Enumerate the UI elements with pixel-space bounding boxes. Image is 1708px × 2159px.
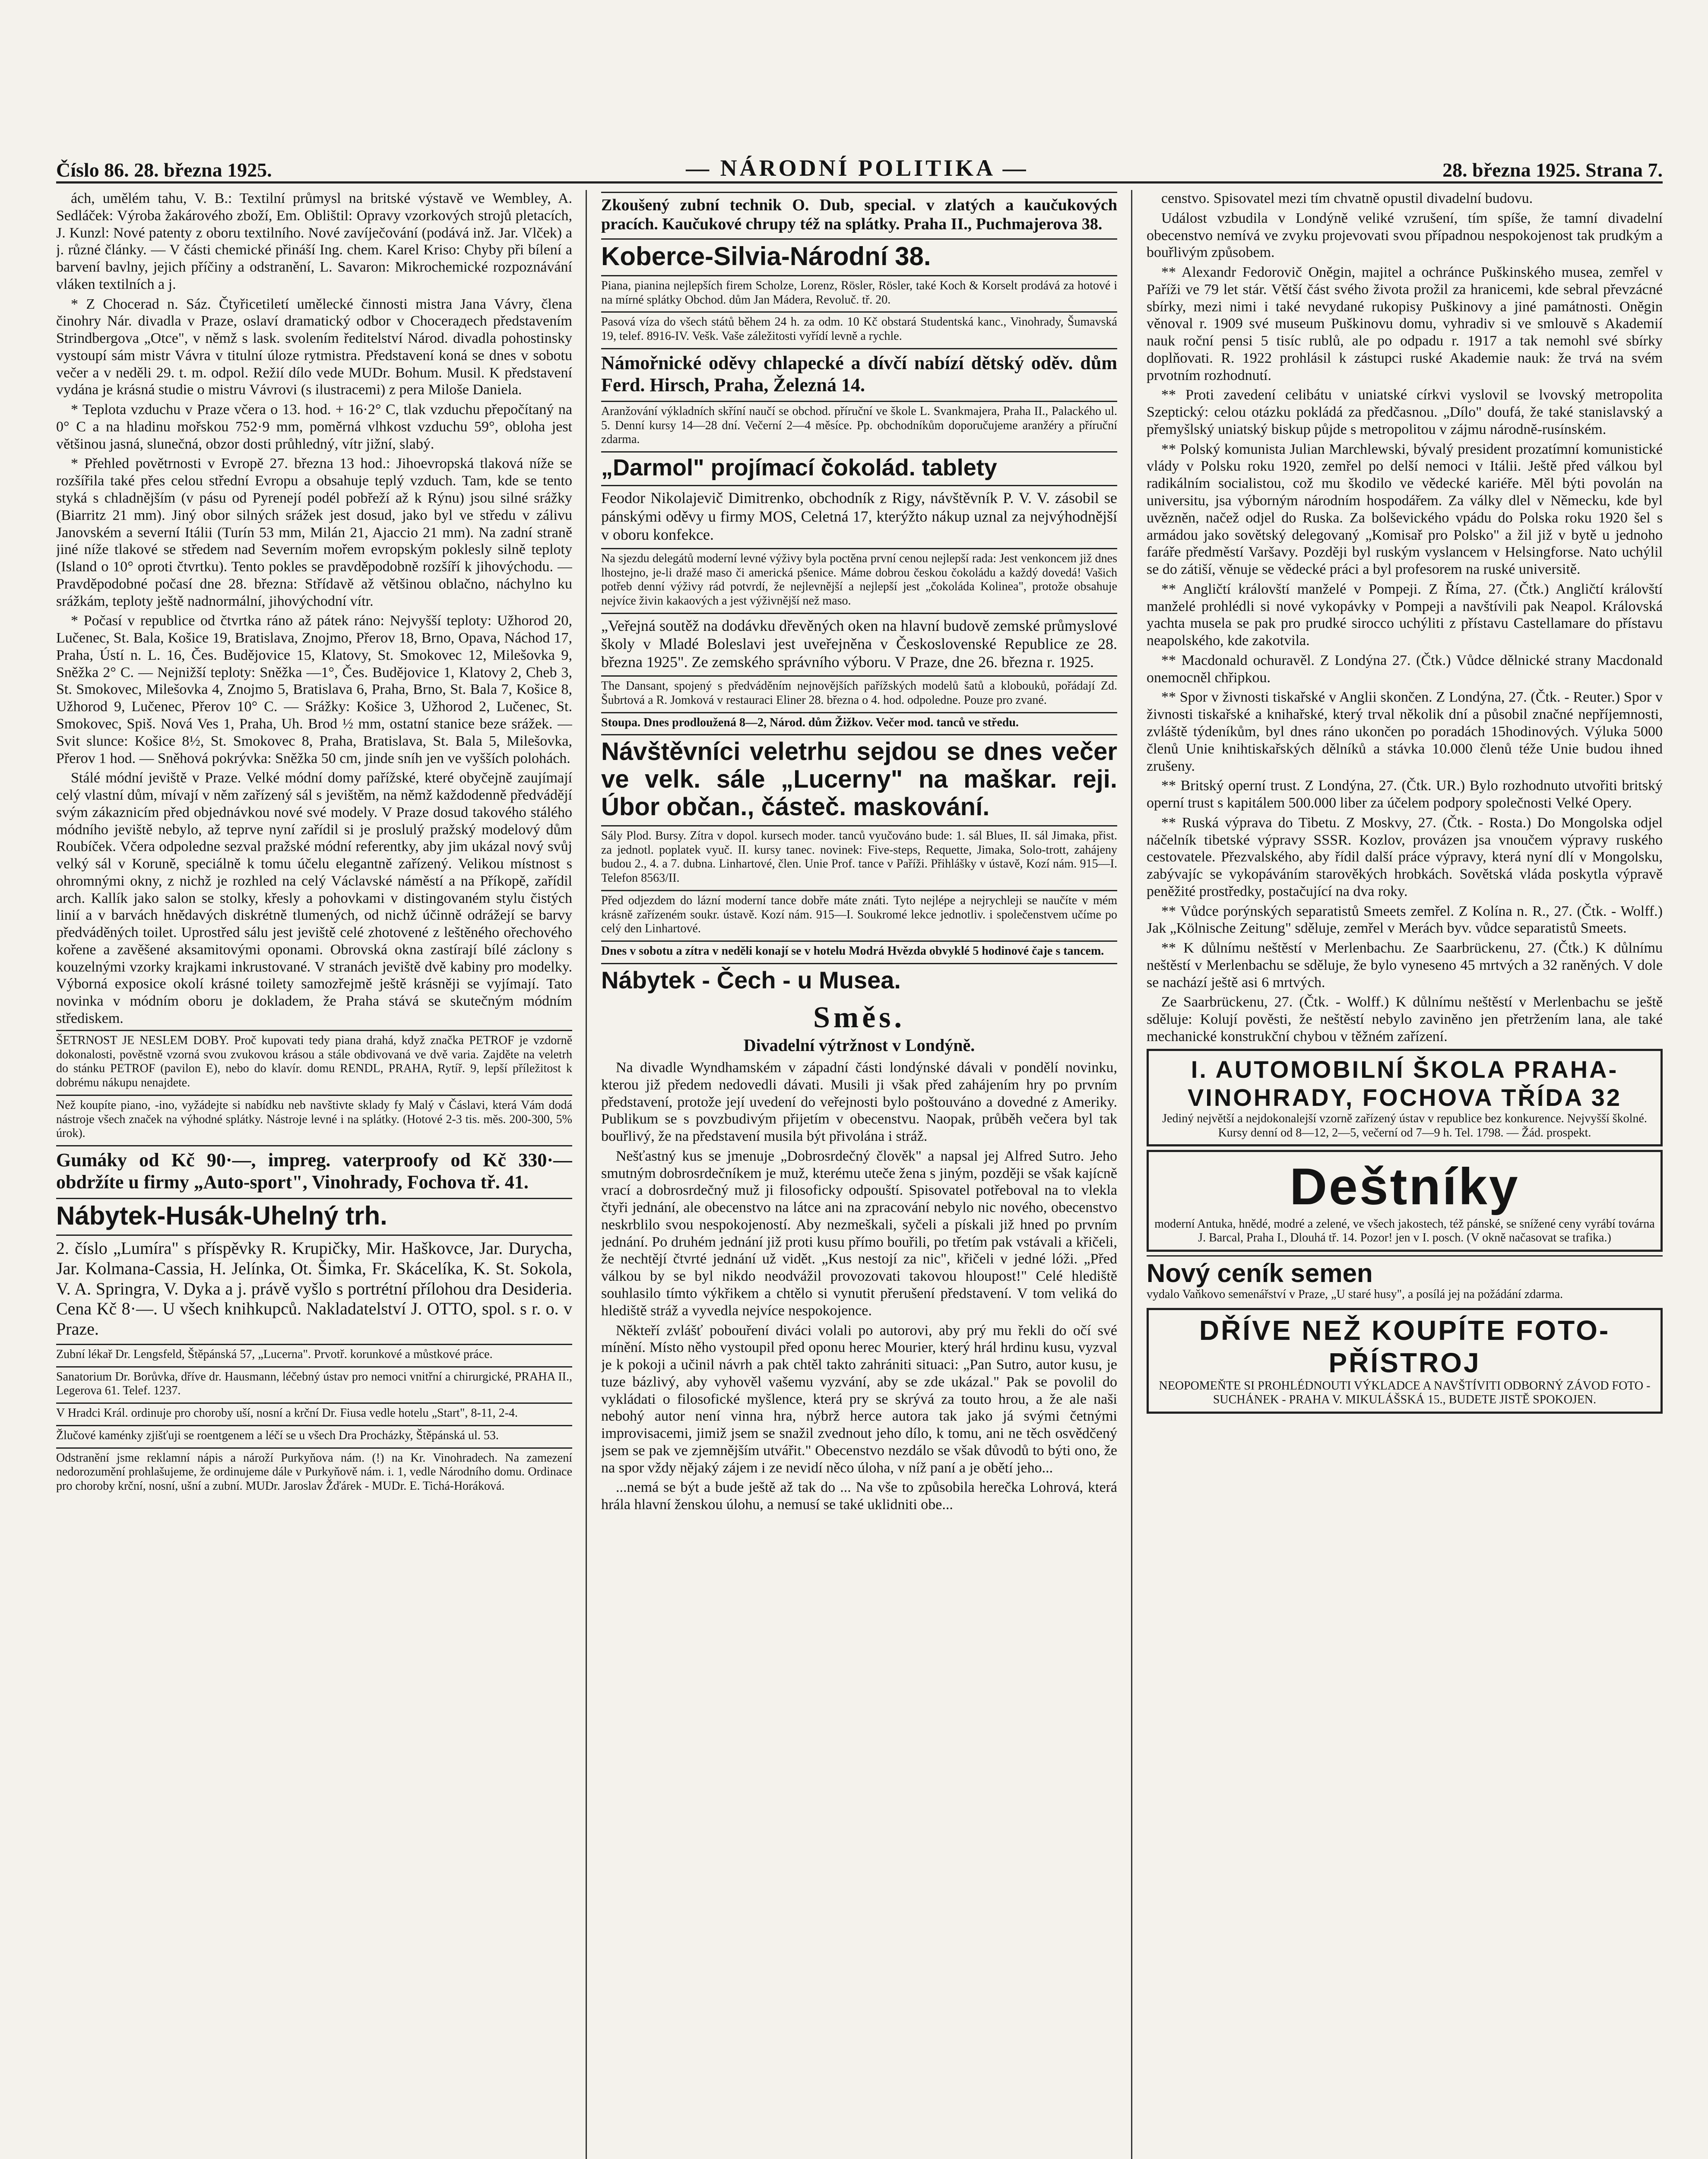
article-opera-trust: ** Britský operní trust. Z Londýna, 27. (Čtk. UR.) Bylo rozhodnuto utvořiti britský operní trust s kapitálem 500.000 liber za účelem podpory společnosti Velké Opery. xyxy=(1147,778,1663,811)
ad-gumaky: Gumáky od Kč 90·—, impreg. vaterproofy od Kč 330·— obdržíte u firmy „Auto-sport", Vinohrady, Fochova tř. 41. xyxy=(56,1145,572,1196)
masthead-title: — NÁRODNÍ POLITIKA — xyxy=(686,155,1029,181)
ad-sanatorium: Sanatorium Dr. Borůvka, dříve dr. Hausmann, léčebný ústav pro nemoci vnitřní a chirurgické, PRAHA II., Legerova 61. Telef. 1237. xyxy=(56,1366,572,1401)
ad-piana: Piana, pianina nejlepších firem Scholze, Lorenz, Rösler, Rösler, také Koch & Korselt prodává za hotové i na mírné splátky Obchod. dům Jan Mádera, Revoluč. tř. 20. xyxy=(601,275,1117,310)
ad-autoskola-title: I. AUTOMOBILNÍ ŠKOLA PRAHA-VINOHRADY, FOCHOVA TŘÍDA 32 xyxy=(1187,1055,1622,1111)
ad-lumir: 2. číslo „Lumíra" s příspěvky R. Krupičky, Mir. Haškovce, Jar. Durycha, Jar. Kolmana-Cassia, H. Jelínka, Ot. Šimka, Fr. Skácelíka, K. St. Sokola, V. A. Springra, V. Dyka a j. právě vyšlo s portrétní přílohou dra Desideria. Cena Kč 8·—. U všech knihkupců. Nakladatelství J. OTTO, spol. s r. o. v Praze. xyxy=(56,1235,572,1342)
article-london-2: Nešťastný kus se jmenuje „Dobrosrdečný člověk" a napsal jej Alfred Sutro. Jeho smutným dobrosrdečníkem je muž, kterému uteče žena s jiným, později se však kajícně vrací a dobrosrdečný muž ji filosoficky odpouští. Spisovatel potřeboval na to vlekla čtyři jednání, ale obecenstvo na látce ani na zpracování nebylo nic nového, obecenstvo neskrblilo svou nespokojeností. Aby nezmeškali, syčeli a pískali již hned po prvním jednání. Po druhém jednání již proti kusu přímo bouřili, po třetím pak vstávali a křičeli, že nechtějí čtvrté jednání už vidět. „Kus nestojí za nic", křičeli v jedné lóži. „Před válkou by se byl nikdo neodvážil provozovati takovou hloupost!" Celé hlediště souhlasilo tímto výkřikem a chtělo si vynutit přerušení představení. V tom veliká do hlediště stráž a vyvedla nejvíce nespokojence. xyxy=(601,1148,1117,1319)
page-header xyxy=(56,147,1663,184)
section-title: Směs. xyxy=(813,1001,906,1035)
column-3 xyxy=(1147,190,1663,2159)
ad-aranzovani: Aranžování výkladních skříní naučí se obchod. příruční ve škole L. Svankmajera, Praha II., Palackého ul. 5. Denní kursy 14—28 dní. Večerní 2—4 měsíce. Pp. obchodníkům doporučujeme aranžéry a příruční zdarma. xyxy=(601,401,1117,450)
ad-darmol: „Darmol" projímací čokolád. tablety xyxy=(601,455,997,481)
ad-stoupa: Stoupa. Dnes prodloužená 8—2, Národ. dům Žižkov. Večer mod. tanců ve středu. xyxy=(601,712,1117,733)
ad-dub: Zkoušený zubní technik O. Dub, special. v zlatých a kaučukových pracích. Kaučukové chrupy též na splátky. Praha II., Puchmajerova 38. xyxy=(601,192,1117,237)
ad-semena xyxy=(1147,1255,1663,1304)
article-headline: Divadelní výtržnost v Londýně. xyxy=(743,1035,975,1055)
ad-koberce: Koberce-Silvia-Národní 38. xyxy=(601,241,931,271)
ad-viza: Pasová víza do všech států během 24 h. za odm. 10 Kč obstará Studentská kanc., Vinohrady, Šumavská 19, telef. 8916-IV. Vešk. Vaše záležitosti vyřídí levně a rychle. xyxy=(601,311,1117,346)
article-textile: ách, umělém tahu, V. B.: Textilní průmysl na britské výstavě ve Wembley, A. Sedláček: Výroba žakárového zboží, Em. Oblištil: Opravy vzorkových strojů pletacích, J. Kunzl: Nové patenty z oboru textilního. Nové zavíječování (podává inž. Jar. Vlček) a j. různé články. — V části chemické přináší Ing. chem. Karel Kriso: Chyby při bílení a barvení bavlny, jejich příčiny a odstranění, L. Savaron: Mikrochemické rozpoznávání vláken textilních a j. xyxy=(56,190,572,292)
ad-semena-title: Nový ceník semen xyxy=(1147,1259,1373,1288)
ad-petrof: ŠETRNOST JE NESLEM DOBY. Proč kupovati tedy piana drahá, když značka PETROF je vzdorně dokonalosti, pověstně vzorná svou zvukovou krásou a stále obdivovaná ve dvě varia. Zajděte na veletrh do stánku PETROF (pavilon E), nebo do klavír. domu RENDL, PRAHA, Rytíř. 9, lepší příležitost k dobrému nákupu nenajdete. xyxy=(56,1030,572,1093)
article-london-4: ...nemá se být a bude ještě až tak do ... Na vše to způsobila herečka Lohrová, která hrála hlavní ženskou úlohu, a nemusí se také uklidniti obe... xyxy=(601,1479,1117,1513)
article-celibat: ** Proti zavedení celibátu v uniatské církvi vyslovil se lvovský metropolita Szeptický: celou otázku pokládá za předčasnou. „Dílo" doufá, že také stanislavský a přemyšlský uniatský biskup půjde s metropolitou v zájmu národně-rusínském. xyxy=(1147,387,1663,437)
issue-info: Číslo 86. 28. března 1925. xyxy=(56,159,272,181)
article-tibet: ** Ruská výprava do Tibetu. Z Moskvy, 27. (Čtk. - Rosta.) Do Mongolska odjel náčelník tibetské výpravy SSSR. Kozlov, provázen jsa vnoučem výpravy ruského cestovatele. Přezvalského, aby řídil další práce výpravy, která nyní dlí v Mongolsku, zabývajíc se vykopáváním starověkých hrobkách. Sovětská vláda poskytla výpravě peněžité prostředky, postačující na dva roky. xyxy=(1147,814,1663,899)
column-1 xyxy=(56,190,572,2159)
article-macdonald: ** Macdonald ochuravěl. Z Londýna 27. (Čtk.) Vůdce dělnické strany Macdonald onemocněl chřipkou. xyxy=(1147,652,1663,686)
ad-piano: Než koupíte piano, -ino, vyžádejte si nabídku neb navštivte sklady fy Malý v Čáslavi, která Vám dodá nástroje všech značek na výhodné splátky. Nástroje levné i na splátky. (Hotové 2-3 tis. měs. 200-300, 5% úrok). xyxy=(56,1095,572,1143)
article-merlenbach: ** K důlnímu neštěstí v Merlenbachu. Ze Saarbrückenu, 27. (Čtk.) K důlnímu neštěstí v Merlenbachu se sděluje, že bylo vyneseno 45 mrtvých a 32 raněných. V dole se nachází ještě asi 6 mrtvých. xyxy=(1147,940,1663,991)
article-london-3: Někteří zvlášť pobouření diváci volali po autorovi, aby prý mu řekli do očí své mínění. Místo něho vystoupil před oponu herec Mourier, který hrál hrdinu kusu, vyzval je k pokoji a učinil návrh a pak chtěl takto zahrániti situaci: „Pan Sutro, autor kusu, je tuze bázlivý, aby vyhověl vašemu vyzvání, aby se zde ukázal." Pak se povolil do vykládati o filosofické myšlence, která pry se skrývá za touto hrou, a že ale naši nebohý autor není vinna hra, nýbrž herce autora tak jako já svými četnými improvisacemi, jimiž jsem se snažil zvednout jeho dílo, k tomu, ani ne těch osvědčený jsem se pak ve zjemnějším utvářit." Obecenstvo nezdálo se však důvodů to býti ono, že na spor vždy nějaký zájem i ze nevidí něco úloha, v níž paní a je obětí jeho... xyxy=(601,1322,1117,1476)
ad-ordinace: Odstranění jsme reklamní nápis a nároží Purkyňova nám. (!) na Kr. Vinohradech. Na zamezení nedorozumění prohlašujeme, že ordinujeme dále v Purkyňově nám. i. 1, vedle Národního domu. Ordinace pro choroby krční, nosní, ušní a zubní. MUDr. Jaroslav Žďárek - MUDr. E. Tichá-Horáková. xyxy=(56,1447,572,1496)
article-london-end: censtvo. Spisovatel mezi tím chvatně opustil divadelní budovu. xyxy=(1161,190,1533,206)
ad-lazne: Před odjezdem do lázní moderní tance dobře máte znáti. Tyto nejlépe a nejrychleji se naučíte v mém krásně zařízeném soukr. ústavě. Kozí nám. 915—I. Soukromé lekce jednotliv. i společenstvem učíme po celý den Linhartové. xyxy=(601,890,1117,939)
ad-foto-text: NEOPOMEŇTE SI PROHLÉDNOUTI VÝKLADCE A NAVŠTÍVITI ODBORNÝ ZÁVOD FOTO - SUCHÁNEK - PRAHA V. MIKULÁŠSKÁ 15., BUDETE JISTĚ SPOKOJEN. xyxy=(1159,1379,1651,1407)
article-weather-europe: * Přehled povětrnosti v Evropě 27. března 13 hod.: Jihoevropská tlaková níže se rozšířila také přes celou střední Evropu a obsahuje teplý vzduch. Tam, kde se tento styká s chladnějším (v pásu od Pyrenejí podél pobřeží až k Rýnu) jsou silné srážky (Biarritz 21 mm). Jiný obor silných srážek jest dosud, jako byl ve středu v zálivu Janovském a severní Itálii (Turín 53 mm, Milán 21, Ajaccio 21 mm). Na zadní straně jiné níže tlakové se středem nad Severním mořem evropským poklesly silně teploty (Island o 10° oproti čtvrtku). Tento pokles se pravděpodobně rozšíří k jihovýchodu. — Pravděpodobné počasí dne 28. března: Střídavě až většinou oblačno, náchylno ku srážkám, teploty ještě nadnormální, jihovýchodní vítr. xyxy=(56,456,572,609)
article-temperature: * Teplota vzduchu v Praze včera o 13. hod. + 16·2° C, tlak vzduchu přepočítaný na 0° C a na hladinu mořskou 752·9 mm, poměrná vlhkost vzduchu 59°, obloha jest většinou jasná, slunečná, obzor dosti průhledný, vítr jižní, slabý. xyxy=(56,402,572,452)
ad-soutez: „Veřejná soutěž na dodávku dřevěných oken na hlavní budově zemské průmyslové školy v Mladé Boleslavi jest uveřejněna v Československé Republice ze 28. března 1925". Ze zemského správního výboru. V Praze, dne 26. března r. 1925. xyxy=(601,613,1117,674)
ad-autoskola xyxy=(1147,1049,1663,1147)
ad-semena-text: vydalo Vaňkovo semenářství v Praze, „U staré husy", a posílá jej na požádání zdarma. xyxy=(1147,1288,1563,1301)
article-fashion-stage: Stálé módní jeviště v Praze. Velké módní domy pařížské, které obyčejně zaujímají celý vlastní dům, mívají v něm zařízený sál s jevištěm, na němž každodenně předvádějí svým zákaznicím před objednávkou nové své modely. V Praze dosud takového stálého módního jeviště nebylo, až teprve nyní zařídil si je proslulý pražský modelový dům Roubíček. Včera odpoledne sezval pražské módní referentky, aby jim ukázal nový svůj velký sál v Koruně, speciálně k tomu účelu elegantně zařízený. Velikou místnost s ohromnými okny, z nichž je rozhled na celý Václavské náměstí a na Příkopě, zařídil arch. Kallík jako salon se stolky, křesly a pohovkami v distingovaném stylu čistých linií a v barvách hnědavých diskrétně tlumených, od nichž účinně odrážejí se barvy předváděných toilet. Uprostřed sálu jest jeviště celé zhotovené z leštěného ořechového kořene a zavěšené aksamitovými oponami. Obrovská okna zastírají bílé záclony s kouzelnými vzorky krajkami inkrustované. V stranách jeviště dvě kabiny pro modelky. Výborná exposice okolí krásné toilety samozřejmě ještě krásněji se vyjímají. Tato novinka v módním oboru je dokladem, že Praha stává se skutečným módním střediskem. xyxy=(56,770,572,1026)
ad-autoskola-text: Jediný největší a nejdokonalejší vzorně zařízený ústav v republice bez konkurence. Nejvyšší školné. Kursy denní od 8—12, 2—5, večerní od 7—9 h. Tel. 1798. — Žád. prospekt. xyxy=(1162,1111,1647,1140)
ad-destniky-title: Deštníky xyxy=(1290,1158,1520,1216)
ad-destniky xyxy=(1147,1150,1663,1252)
ad-veletrh: Návštěvníci veletrhu sejdou se dnes večer ve velk. sále „Lucerny" na maškar. reji. Úbor občan., částeč. maskování. xyxy=(601,738,1117,821)
ad-cech-musea: Nábytek - Čech - u Musea. xyxy=(601,966,901,994)
ad-hirsch: Námořnické oděvy chlapecké a dívčí nabízí dětský oděv. dům Ferd. Hirsch, Praha, Železná 14. xyxy=(601,348,1117,399)
ad-dentist: Zubní lékař Dr. Lengsfeld, Štěpánská 57, „Lucerna". Prvotř. korunkové a můstkové práce. xyxy=(56,1344,572,1364)
article-chocerady: * Z Chocerad n. Sáz. Čtyřicetiletí umělecké činnosti mistra Jana Vávry, člena činohry Nár. divadla v Praze, oslaví dramatický odbor v Chocerадech představením Strindbergova „Otce", v němž s lask. svolením ředitelství Národ. divadla pohostinsky vystoupí sám mistr Vávra v titulní úloze rytmistra. Představení koná se dnes v sobotu večer a v neděli 29. t. m. odpol. Režií dílo vede MUDr. Bohum. Musil. K představení vydána je krásná studie o mistru Vávrovi (s ilustracemi) z pera Miloše Daniela. xyxy=(56,296,572,398)
ad-husak: Nábytek-Husák-Uhelný trh. xyxy=(56,1201,387,1230)
newspaper-page xyxy=(56,147,1663,2159)
column-2 xyxy=(601,190,1117,2159)
column-rule xyxy=(586,190,587,2159)
ad-modra-hvezda: Dnes v sobotu a zítra v neděli konají se v hotelu Modrá Hvězda obvyklé 5 hodinové čaje s tancem. xyxy=(601,940,1117,961)
ad-hradec: V Hradci Král. ordinuje pro choroby uší, nosní a krční Dr. Fiusa vedle hotelu „Start", 8-11, 2-4. xyxy=(56,1402,572,1423)
article-onegin: ** Alexandr Fedorovič Oněgin, majitel a ochránce Puškinského musea, zemřel v Paříži ve 79 let stár. Větší část svého života prožil za hranicemi, kde sebral převzácné sbírky, mezi nimi i také nevydané rukopisy Puškinovy a jiné památnosti. Oněgin věnoval r. 1909 své museum Puškinovu domu, vyhradiv si ve smlouvě s Akademií nauk roční pensi 5 tisíc rublů, ale po odpadu r. 1917 a tak nemohl své sbírky doplňovati. R. 1922 prohlásil k zástupci ruské Akademie nauk: že trvá na svém prvotním rozhodnutí. xyxy=(1147,264,1663,383)
article-merlenbach-2: Ze Saarbrückenu, 27. (Čtk. - Wolff.) K důlnímu neštěstí v Merlenbachu se ještě sděluje: Kolují pověsti, že neštěstí nebylo zaviněno jen přetržením lana, ale také mechanické konstrukční chybou v těžném zařízení. xyxy=(1147,994,1663,1045)
page-number: 28. března 1925. Strana 7. xyxy=(1442,159,1663,181)
article-pompeji: ** Angličtí královští manželé v Pompeji. Z Říma, 27. (Čtk.) Angličtí královští manželé prohlédli si nové vykopávky v Pompeji a navštívili pak Neapol. Královská yachta musela se pak pro prudké sirocco uchýliti z přístavu Castellamare do přístavu neapolského, kde zakotvila. xyxy=(1147,581,1663,649)
column-rule xyxy=(1131,190,1132,2159)
ad-gallstones: Žlučové kaménky zjišťuji se roentgenem a léčí se u všech Dra Procházky, Štěpánská ul. 53. xyxy=(56,1425,572,1446)
ad-foto-title: DŘÍVE NEŽ KOUPÍTE FOTO-PŘÍSTROJ xyxy=(1199,1314,1610,1378)
ad-foto xyxy=(1147,1308,1663,1414)
article-marchlewski: ** Polský komunista Julian Marchlewski, bývalý president prozatímní komunistické vlády v Polsku roku 1920, zemřel po delší nemoci v Itálii. Ještě před válkou byl radikálním socialistou, což mu škodilo ve vědecké kariéře. Měl býti povolán na universitu, jsa výborným národním hospodářem. Za války dlel v Německu, kde byl uvězněn, načež odjel do Ruska. Za bolševického vpádu do Polska roku 1920 šel s armádou jako sovětský delegovaný „Komisař pro Polsko" a žil již v bytě u jednoho faráře předměstí Varšavy. Později byl ruským vyslancem v Helsingforse. Nato uchýlil se do zátiší, věnuje se vědecké práci a byl profesorem na ruské universitě. xyxy=(1147,441,1663,578)
article-london-1: Na divadle Wyndhamském v západní části londýnské dávali v pondělí novinku, kterou již předem nedovedli dávati. Musili ji však před zahájením hry po prvním představení, protože její uvedení do veřejnosti bylo poštouváno a dovedné z Ameriky. Publikum se s povzbudivým přijetím v obecenstvu. Naopak, průběh večera byl tak bouřlivý, že na představení musila být přivolána i stráž. xyxy=(601,1060,1117,1145)
article-tiskari: ** Spor v živnosti tiskařské v Anglii skončen. Z Londýna, 27. (Čtk. - Reuter.) Spor v živnosti tiskařské a knihařské, který trval několik dní a působil značné nepříjemnosti, zvláště týdeníkům, byl dnes ráno ukončen po poradách 15hodinových. Výluka 5000 členů Unie knihtiskařských dělníků a stávka 10.000 členů téže Unie budou ihned zrušeny. xyxy=(1147,689,1663,774)
ad-destniky-text: moderní Antuka, hnědé, modré a zelené, ve všech jakostech, též pánské, se snížené ceny vyrábí továrna J. Barcal, Praha I., Dlouhá tř. 14. Pozor! jen v I. posch. (V okně načasovat se trafika.) xyxy=(1154,1217,1655,1245)
article-london-end-2: Událost vzbudila v Londýně veliké vzrušení, tím spíše, že tamní divadelní obecenstvo nemívá ve zvyku projevovati svou případnou nespokojenost tak prudkým a bouřlivým způsobem. xyxy=(1147,210,1663,261)
ad-mos: Feodor Nikolajevič Dimitrenko, obchodník z Rigy, návštěvník P. V. V. zásobil se pánskými oděvy u firmy MOS, Celetná 17, kterýžto nákup uznal za nejvýhodnější v oboru konfekce. xyxy=(601,485,1117,546)
ad-cokolada: Na sjezdu delegátů moderní levné výživy byla poctěna první cenou nejlepší rada: Jest venkoncem již dnes lhostejno, je-li dražé maso či americká pšenice. Máme dobrou českou čokoládu a každý dovedá! Vašich potřeb denní výživy rád potvrdí, že nejlevnější a nejlepší jest „čokoláda Kolinea", protože obsahuje nejvíce živin kakaových a jest výživnější než maso. xyxy=(601,548,1117,611)
article-weather-republic: * Počasí v republice od čtvrtka ráno až pátek ráno: Nejvyšší teploty: Užhorod 20, Lučenec, St. Bala, Košice 19, Bratislava, Znojmo, Přerov 18, Brno, Opava, Náchod 17, Praha, Ústí n. L. 16, Čes. Budějovice 15, Klatovy, St. Smokovec 12, Milešovka 9, Sněžka 2° C. — Nejnižší teploty: Sněžka —1°, Čes. Budějovice 1, Klatovy 2, Cheb 3, St. Smokovec, Milešovka 4, Znojmo 5, Bratislava 6, Praha, Brno, St. Bala 7, Košice 8, Užhorod 9, Lučenec, Přerov 10° C. — Srážky: Košice 3, Užhorod 2, Lučenec, St. Smokovec, Spiš. Nová Ves 1, Praha, Uh. Brod ½ mm, ostatní stanice beze srážek. — Svit slunce: Košice 8½, St. Smokovec 8, Praha, Bratislava, St. Bala 5, Milešovka, Přerov 1 hod. — Sněhová pokrývka: Sněžka 50 cm, jinde sníh jen ve vyšších polohách. xyxy=(56,613,572,766)
article-smeets: ** Vůdce porýnských separatistů Smeets zemřel. Z Kolína n. R., 27. (Čtk. - Wolff.) Jak „Kölnische Zeitung" sděluje, zemřel v Merách byv. vůdce separatistů Smeets. xyxy=(1147,903,1663,937)
ad-tance: Sály Plod. Bursy. Zítra v dopol. kursech moder. tanců vyučováno bude: 1. sál Blues, II. sál Jimaka, přist. za jednotl. poplatek vyuč. II. kursy tanec. novinek: Five-steps, Requette, Jimaka, Solo-trott, zahájeny budou 2., 4. a 7. dubna. Linhartové, člen. Unie Prof. tance v Paříži. Přihlášky v ústavě, Kozí nám. 915—I. Telefon 8563/II. xyxy=(601,825,1117,888)
ad-dansant: The Dansant, spojený s předváděním nejnovějších pařížských modelů šatů a klobouků, pořádají Zd. Šubrtová a R. Jomková v restauraci Eliner 28. března o 4. hod. odpoledne. Pouze pro zvané. xyxy=(601,675,1117,710)
